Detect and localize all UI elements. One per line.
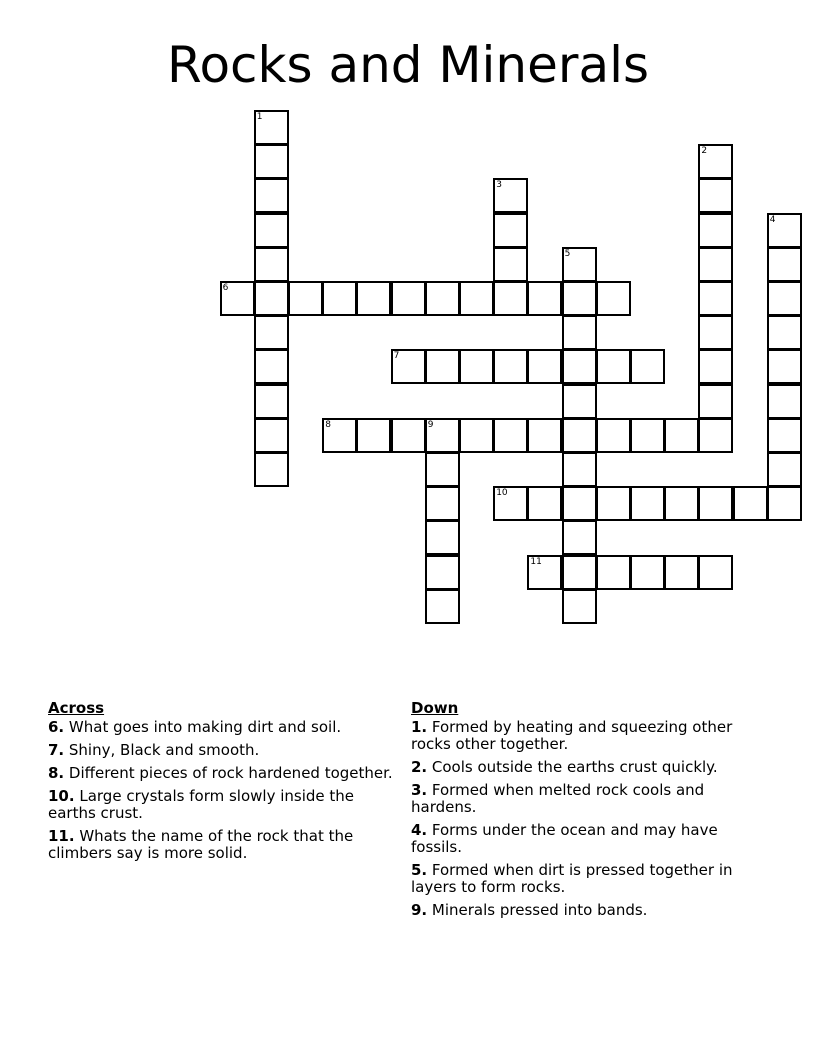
across-clue: [48, 742, 393, 759]
across-heading: Across: [48, 699, 105, 717]
grid-cell[interactable]: [562, 452, 597, 487]
down-heading: Down: [411, 699, 459, 717]
grid-cell[interactable]: [698, 555, 733, 590]
grid-cell[interactable]: [698, 418, 733, 453]
grid-cell[interactable]: [254, 281, 289, 316]
clue-num: 6.: [48, 718, 65, 736]
grid-cell[interactable]: [664, 486, 699, 521]
grid-cell[interactable]: [767, 486, 802, 521]
grid-cell[interactable]: [425, 486, 460, 521]
grid-cell[interactable]: [596, 281, 631, 316]
grid-cell[interactable]: [459, 418, 494, 453]
across-clue-list: [48, 719, 393, 862]
grid-cell[interactable]: [493, 349, 528, 384]
grid-cell[interactable]: [493, 178, 528, 213]
across-clue: [48, 788, 393, 822]
grid-cell[interactable]: [254, 213, 289, 248]
grid-cell[interactable]: [220, 281, 255, 316]
clue-number: 9: [427, 419, 434, 430]
clue-text: Shiny, Black and smooth.: [64, 741, 260, 759]
grid-cell[interactable]: [254, 178, 289, 213]
down-clues: [411, 700, 756, 925]
clue-num: 5.: [411, 861, 428, 879]
grid-cell[interactable]: [254, 349, 289, 384]
clue-number: 2: [701, 146, 708, 157]
clue-text: Formed when melted rock cools and hardens.: [411, 781, 705, 816]
grid-cell[interactable]: [562, 384, 597, 419]
grid-cell[interactable]: [254, 315, 289, 350]
clue-num: 10.: [48, 787, 75, 805]
clue-text: Whats the name of the rock that the climbers say is more solid.: [48, 827, 354, 862]
clue-num: 11.: [48, 827, 75, 845]
clue-text: Formed when dirt is pressed together in layers to form rocks.: [411, 861, 733, 896]
grid-cell[interactable]: [391, 418, 426, 453]
clue-text: Large crystals form slowly inside the earths crust.: [48, 787, 355, 822]
grid-cell[interactable]: [562, 349, 597, 384]
down-clue-list: [411, 719, 756, 919]
grid-cell[interactable]: [767, 349, 802, 384]
down-clue: [411, 782, 756, 816]
grid-cell[interactable]: [596, 418, 631, 453]
grid-cell[interactable]: [698, 486, 733, 521]
grid-cell[interactable]: [527, 281, 562, 316]
grid-cell[interactable]: [527, 349, 562, 384]
grid-cell[interactable]: [630, 555, 665, 590]
grid-cell[interactable]: [698, 315, 733, 350]
grid-cell[interactable]: [527, 418, 562, 453]
clue-num: 4.: [411, 821, 428, 839]
clue-num: 9.: [411, 901, 428, 919]
clue-number: 6: [222, 283, 229, 293]
clue-text: Forms under the ocean and may have fossils.: [411, 821, 718, 856]
grid-cell[interactable]: [322, 281, 357, 316]
grid-cell[interactable]: [767, 418, 802, 453]
grid-cell[interactable]: [425, 349, 460, 384]
grid-cell[interactable]: [527, 555, 562, 590]
down-clue: [411, 862, 756, 896]
grid-cell[interactable]: [425, 589, 460, 624]
grid-cell[interactable]: [596, 349, 631, 384]
clue-number: 1: [256, 112, 263, 122]
grid-cell[interactable]: [425, 418, 460, 453]
clue-num: 8.: [48, 764, 65, 782]
grid-cell[interactable]: [562, 520, 597, 555]
grid-cell[interactable]: [459, 349, 494, 384]
grid-cell[interactable]: [698, 384, 733, 419]
grid-cell[interactable]: [562, 555, 597, 590]
grid-cell[interactable]: [698, 349, 733, 384]
grid-cell[interactable]: [562, 247, 597, 282]
clue-text: Cools outside the earths crust quickly.: [427, 758, 718, 776]
grid-cell[interactable]: [562, 315, 597, 350]
across-clue: [48, 765, 393, 782]
grid-cell[interactable]: [698, 247, 733, 282]
clue-number: 5: [564, 248, 571, 259]
grid-cell[interactable]: [254, 110, 289, 145]
grid-cell[interactable]: [459, 281, 494, 316]
across-clue: [48, 828, 393, 862]
grid-cell[interactable]: [254, 384, 289, 419]
grid-cell[interactable]: [767, 281, 802, 316]
grid-cell[interactable]: [562, 418, 597, 453]
grid-cell[interactable]: [596, 555, 631, 590]
grid-cell[interactable]: [288, 281, 323, 316]
grid-cell[interactable]: [391, 349, 426, 384]
down-clue: [411, 719, 756, 753]
grid-cell[interactable]: [254, 418, 289, 453]
grid-cell[interactable]: [425, 281, 460, 316]
clue-number: 11: [530, 556, 542, 567]
clue-text: Minerals pressed into bands.: [427, 901, 648, 919]
grid-cell[interactable]: [425, 452, 460, 487]
down-clue: [411, 759, 756, 776]
grid-cell[interactable]: [356, 281, 391, 316]
grid-cell[interactable]: [698, 281, 733, 316]
grid-cell[interactable]: [664, 555, 699, 590]
clue-number: 10: [496, 488, 508, 499]
clue-num: 2.: [411, 758, 428, 776]
grid-cell[interactable]: [254, 247, 289, 282]
grid-cell[interactable]: [562, 281, 597, 316]
grid-cell[interactable]: [425, 520, 460, 555]
clue-text: Formed by heating and squeezing other rocks other together.: [411, 718, 733, 753]
grid-cell[interactable]: [630, 486, 665, 521]
grid-cell[interactable]: [493, 213, 528, 248]
grid-cell[interactable]: [322, 418, 357, 453]
grid-cell[interactable]: [493, 247, 528, 282]
grid-cell[interactable]: [698, 144, 733, 179]
grid-cell[interactable]: [698, 213, 733, 248]
down-clue: [411, 822, 756, 856]
grid-cell[interactable]: [630, 418, 665, 453]
clue-number: 3: [496, 180, 502, 191]
grid-cell[interactable]: [767, 213, 802, 248]
grid-cell[interactable]: [767, 384, 802, 419]
across-clues: [48, 700, 393, 868]
grid-cell[interactable]: [254, 452, 289, 487]
grid-cell[interactable]: [391, 281, 426, 316]
grid-cell[interactable]: [767, 315, 802, 350]
page-title: Rocks and Minerals: [166, 36, 650, 94]
down-clue: [411, 902, 756, 919]
grid-cell[interactable]: [562, 486, 597, 521]
grid-cell[interactable]: [630, 349, 665, 384]
clue-number: 8: [325, 419, 331, 430]
grid-cell[interactable]: [425, 555, 460, 590]
grid-cell[interactable]: [767, 452, 802, 487]
grid-cell[interactable]: [767, 247, 802, 282]
clue-number: 7: [393, 351, 400, 362]
grid-cell[interactable]: [493, 486, 528, 521]
grid-cell[interactable]: [596, 486, 631, 521]
across-clue: [48, 719, 393, 736]
clue-text: Different pieces of rock hardened together.: [64, 764, 393, 782]
grid-cell[interactable]: [493, 281, 528, 316]
clue-num: 3.: [411, 781, 428, 799]
grid-cell[interactable]: [356, 418, 391, 453]
grid-cell[interactable]: [493, 418, 528, 453]
grid-cell[interactable]: [698, 178, 733, 213]
clue-num: 7.: [48, 741, 65, 759]
clue-number: 4: [769, 214, 776, 225]
grid-cell[interactable]: [254, 144, 289, 179]
grid-cell[interactable]: [562, 589, 597, 624]
clue-num: 1.: [411, 718, 428, 736]
clue-text: What goes into making dirt and soil.: [64, 718, 342, 736]
grid-cell[interactable]: [733, 486, 768, 521]
grid-cell[interactable]: [527, 486, 562, 521]
grid-cell[interactable]: [664, 418, 699, 453]
